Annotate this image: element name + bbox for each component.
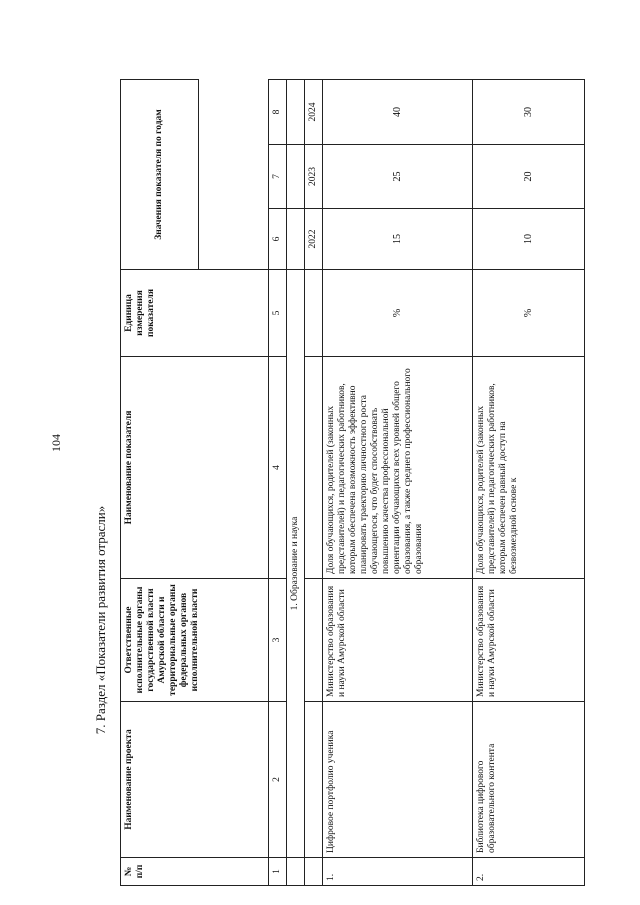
column-number: 1 (269, 858, 287, 886)
header-authorities: Ответственные исполнительные органы государственной власти Амурской области и территориальные органы федеральных органов исполнительной власти (121, 579, 269, 702)
table-row (323, 79, 473, 885)
header-unit: Единица измерения показателя (121, 270, 269, 357)
row-num: 1. (323, 858, 473, 886)
row-authority: Министерство образования и науки Амурской области (473, 579, 585, 702)
row-value-2023: 25 (323, 145, 473, 209)
column-number: 4 (269, 357, 287, 579)
year-2023: 2023 (305, 145, 323, 209)
indicators-table-wrapper (120, 80, 572, 886)
header-indicator: Наименование показателя (121, 357, 269, 579)
column-numbers-row (269, 79, 287, 885)
row-authority: Министерство образования и науки Амурской области (323, 579, 473, 702)
header-project: Наименование проекта (121, 702, 269, 858)
years-row (305, 79, 323, 885)
column-number: 2 (269, 702, 287, 858)
indicators-table (120, 79, 585, 886)
row-indicator: Доля обучающихся, родителей (законных представителей) и педагогических работников, которым обеспечена возможность эффективно планировать траекторию личностного роста обучающегося, что будет способствовать повышению качества профессиональной ориентации обучающихся всех уровней общего образования, а также среднего профессионального образования (323, 357, 473, 579)
row-value-2022: 15 (323, 209, 473, 270)
row-value-2023: 20 (473, 145, 585, 209)
year-2022: 2022 (305, 209, 323, 270)
section-label: 1. Образование и наука (287, 270, 305, 858)
header-num: № п/п (121, 858, 269, 886)
row-unit: % (323, 270, 473, 357)
column-number: 3 (269, 579, 287, 702)
year-2024: 2024 (305, 79, 323, 144)
table-row (473, 79, 585, 885)
page-number: 104 (49, 434, 63, 452)
row-value-2022: 10 (473, 209, 585, 270)
column-number: 8 (269, 79, 287, 144)
row-unit: % (473, 270, 585, 357)
column-number: 5 (269, 270, 287, 357)
section-row (287, 79, 305, 885)
row-num: 2. (473, 858, 585, 886)
header-values-by-year: Значения показателя по годам (121, 79, 199, 269)
row-value-2024: 30 (473, 79, 585, 144)
column-number: 7 (269, 145, 287, 209)
row-value-2024: 40 (323, 79, 473, 144)
row-indicator: Доля обучающихся, родителей (законных представителей) и педагогических работников, которым обеспечен равный доступ на безвозмездной основе к (473, 357, 585, 579)
row-project: Библиотека цифрового образовательного контента (473, 702, 585, 858)
section-title: 7. Раздел «Показатели развития отрасли» (93, 505, 108, 735)
row-project: Цифровое портфолио ученика (323, 702, 473, 858)
header-row (121, 79, 199, 885)
column-number: 6 (269, 209, 287, 270)
